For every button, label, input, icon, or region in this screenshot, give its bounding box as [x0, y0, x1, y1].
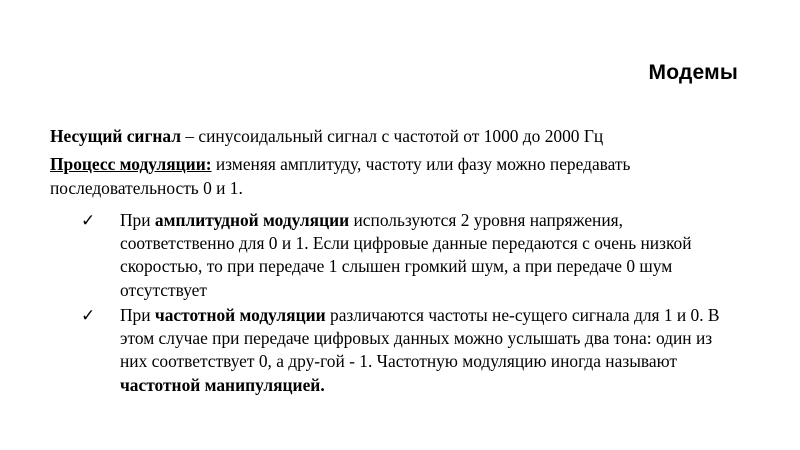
slide-title: Модемы — [648, 61, 738, 84]
check-icon: ✓ — [81, 211, 96, 231]
modulation-process-term: Процесс модуляции: — [50, 154, 212, 174]
amplitude-modulation-text: используются 2 уровня напряжения, соответственно для 0 и 1. Если цифровые данные передаются с очень низкой скоростью, то при передаче 1 слышен громкий шум, а при передаче 0 шум отсутствует — [120, 210, 692, 300]
bullet-prefix: При — [120, 305, 155, 325]
frequency-modulation-term: частотной модуляции — [154, 305, 326, 325]
frequency-keying-term: частотной манипуляцией. — [120, 374, 325, 395]
carrier-signal-text: – синусоидальный сигнал с частотой от 1000 до 2000 Гц — [180, 126, 604, 146]
amplitude-modulation-bullet — [120, 209, 730, 302]
amplitude-modulation-term: амплитудной модуляции — [154, 210, 350, 230]
frequency-modulation-bullet — [120, 304, 730, 397]
carrier-signal-term: Несущий сигнал — [50, 126, 181, 146]
modulation-process-paragraph — [50, 153, 750, 200]
bullet-prefix: При — [120, 210, 155, 230]
modulation-process-text: изменяя амплитуду, частоту или фазу можно передавать последовательность 0 и 1. — [50, 154, 631, 198]
carrier-signal-paragraph — [50, 125, 750, 149]
check-icon: ✓ — [81, 306, 96, 326]
frequency-modulation-text: различаются частоты не-сущего сигнала для 1 и 0. В этом случае при передаче цифровых данных можно услышать два тона: один из них соответствует 0, а дру-гой - 1. Частотную модуляцию иногда называют — [120, 305, 720, 372]
